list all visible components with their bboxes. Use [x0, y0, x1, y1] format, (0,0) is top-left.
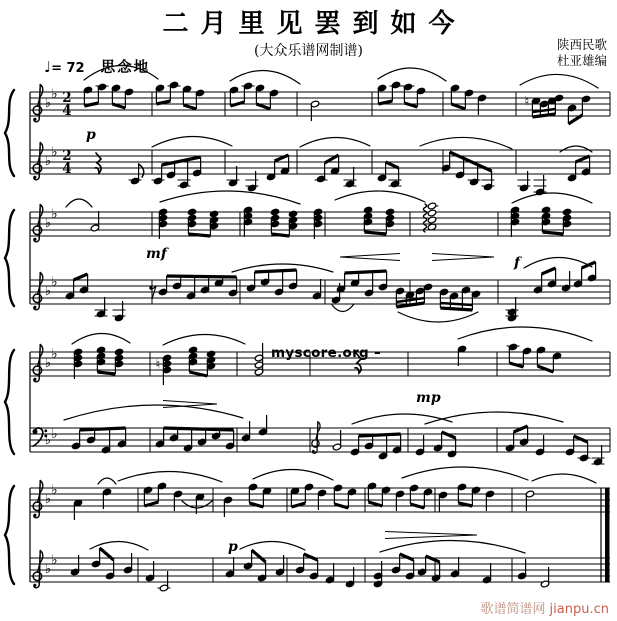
score-title: 二月里见罢到如今: [162, 9, 467, 39]
footer-site-name-cn: 歌谱简谱网: [480, 602, 546, 617]
system-3-staff-2: [30, 405, 610, 466]
flat-icon: ♭: [51, 87, 58, 102]
system-2-staff-1: [30, 191, 610, 242]
flat-icon: ♭: [44, 216, 52, 231]
flat-icon: ♭: [44, 562, 52, 577]
quarter-note-icon: ♩: [44, 58, 52, 76]
svg-text:4: 4: [62, 103, 72, 119]
svg-text:2: 2: [62, 90, 72, 106]
system-4-staff-1: [30, 467, 610, 539]
system-3-staff-1: [30, 327, 610, 408]
tempo-marking: [44, 56, 150, 77]
flat-icon: ♭: [51, 483, 58, 498]
treble-clef-icon: [312, 422, 320, 454]
svg-text:4: 4: [62, 161, 72, 177]
system-1-staff-2: [30, 136, 610, 195]
tempo-value: = 72: [51, 61, 85, 76]
watermark-myscore: myscore.org –: [271, 345, 382, 361]
flat-icon: ♭: [51, 347, 58, 362]
flat-icon: ♭: [44, 492, 52, 507]
flat-icon: ♭: [51, 145, 58, 160]
system-2-staff-2: [30, 254, 610, 323]
svg-text:♮: ♮: [155, 357, 161, 373]
flat-icon: ♭: [51, 553, 58, 568]
score-credits: [557, 37, 607, 69]
score-subtitle: (大众乐谱网制谱): [254, 43, 363, 59]
footer-site-credit: [481, 598, 609, 617]
credit-origin: 陕西民歌: [556, 37, 607, 52]
svg-text:2: 2: [62, 148, 72, 164]
dynamic-marking: f: [514, 255, 521, 271]
footer-site-domain: jianpu.cn: [549, 602, 609, 617]
system-4-staff-2: [30, 540, 610, 591]
flat-icon: ♭: [44, 284, 52, 299]
dynamic-marking: p: [228, 539, 238, 555]
dynamic-marking: p: [86, 127, 96, 143]
flat-icon: ♭: [44, 96, 52, 111]
flat-icon: ♭: [51, 207, 58, 222]
dynamic-marking: mf: [146, 246, 167, 262]
flat-icon: ♭: [44, 154, 52, 169]
flat-icon: ♭: [44, 356, 52, 371]
svg-text:♮: ♮: [524, 94, 530, 110]
tempo-mood: 思念地: [100, 60, 151, 76]
flat-icon: ♭: [51, 427, 58, 442]
flat-icon: ♭: [51, 275, 58, 290]
dynamic-marking: mp: [416, 390, 441, 406]
flat-icon: ♭: [44, 433, 52, 448]
credit-arranger: 杜亚雄编: [556, 53, 607, 68]
system-4: [5, 467, 610, 592]
